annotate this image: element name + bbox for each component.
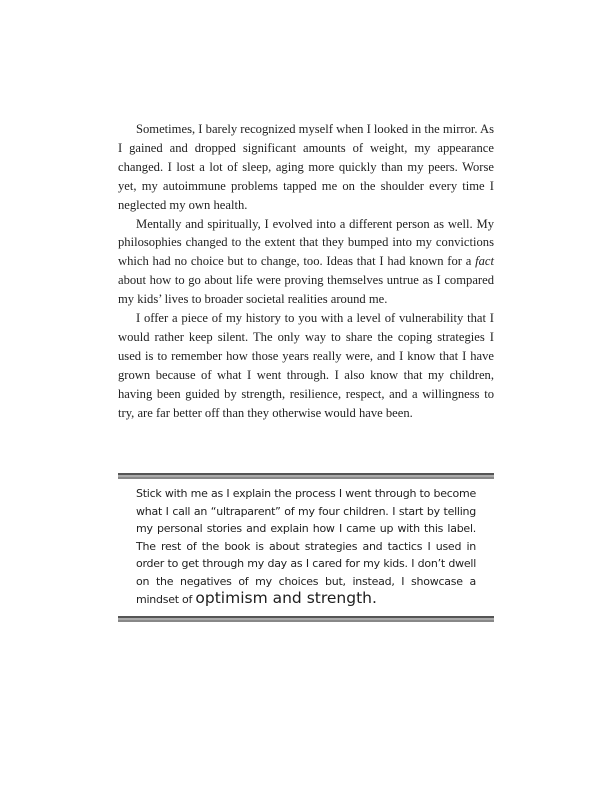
paragraph-2: [118, 215, 494, 310]
callout-box: [136, 485, 476, 609]
callout-bottom-rule: [118, 616, 494, 622]
paragraph-1: Sometimes, I barely recognized myself when I looked in the mirror. As I gained and dropped significant amounts of weight, my appearance changed. I lost a lot of sleep, aging more quickly than my peers. Worse yet, my autoimmune problems tapped me on the shoulder every time I neglected my own health.: [118, 122, 494, 212]
paragraph-2-end: about how to go about life were proving themselves untrue as I compared my kids’ lives to broader societal realities around me.: [118, 273, 494, 307]
italic-word: fact: [475, 254, 494, 269]
callout-emphasis: optimism and strength.: [195, 589, 377, 607]
callout-text: Stick with me as I explain the process I went through to become what I call an “ultraparent” of my four children. I start by telling my personal stories and explain how I came up with this label. The rest of the book is about strategies and tactics I used in order to get through my day as I cared for my kids. I don’t dwell on the negatives of my choices but, instead, I showcase a mindset of: [136, 487, 476, 606]
callout-top-rule: [118, 473, 494, 479]
body-text: [118, 120, 494, 423]
paragraph-3: I offer a piece of my history to you with a level of vulnerability that I would rather keep silent. The only way to share the coping strategies I used is to remember how those years really were, and I know that I have grown because of what I went through. I also know that my children, having been guided by strength, resilience, respect, and a willingness to try, are far better off than they otherwise would have been.: [118, 311, 494, 420]
paragraph-2-start: Mentally and spiritually, I evolved into a different person as well. My philosophies changed to the extent that they bumped into my convictions which had no choice but to change, too. Ideas that I had known for a: [118, 216, 494, 269]
